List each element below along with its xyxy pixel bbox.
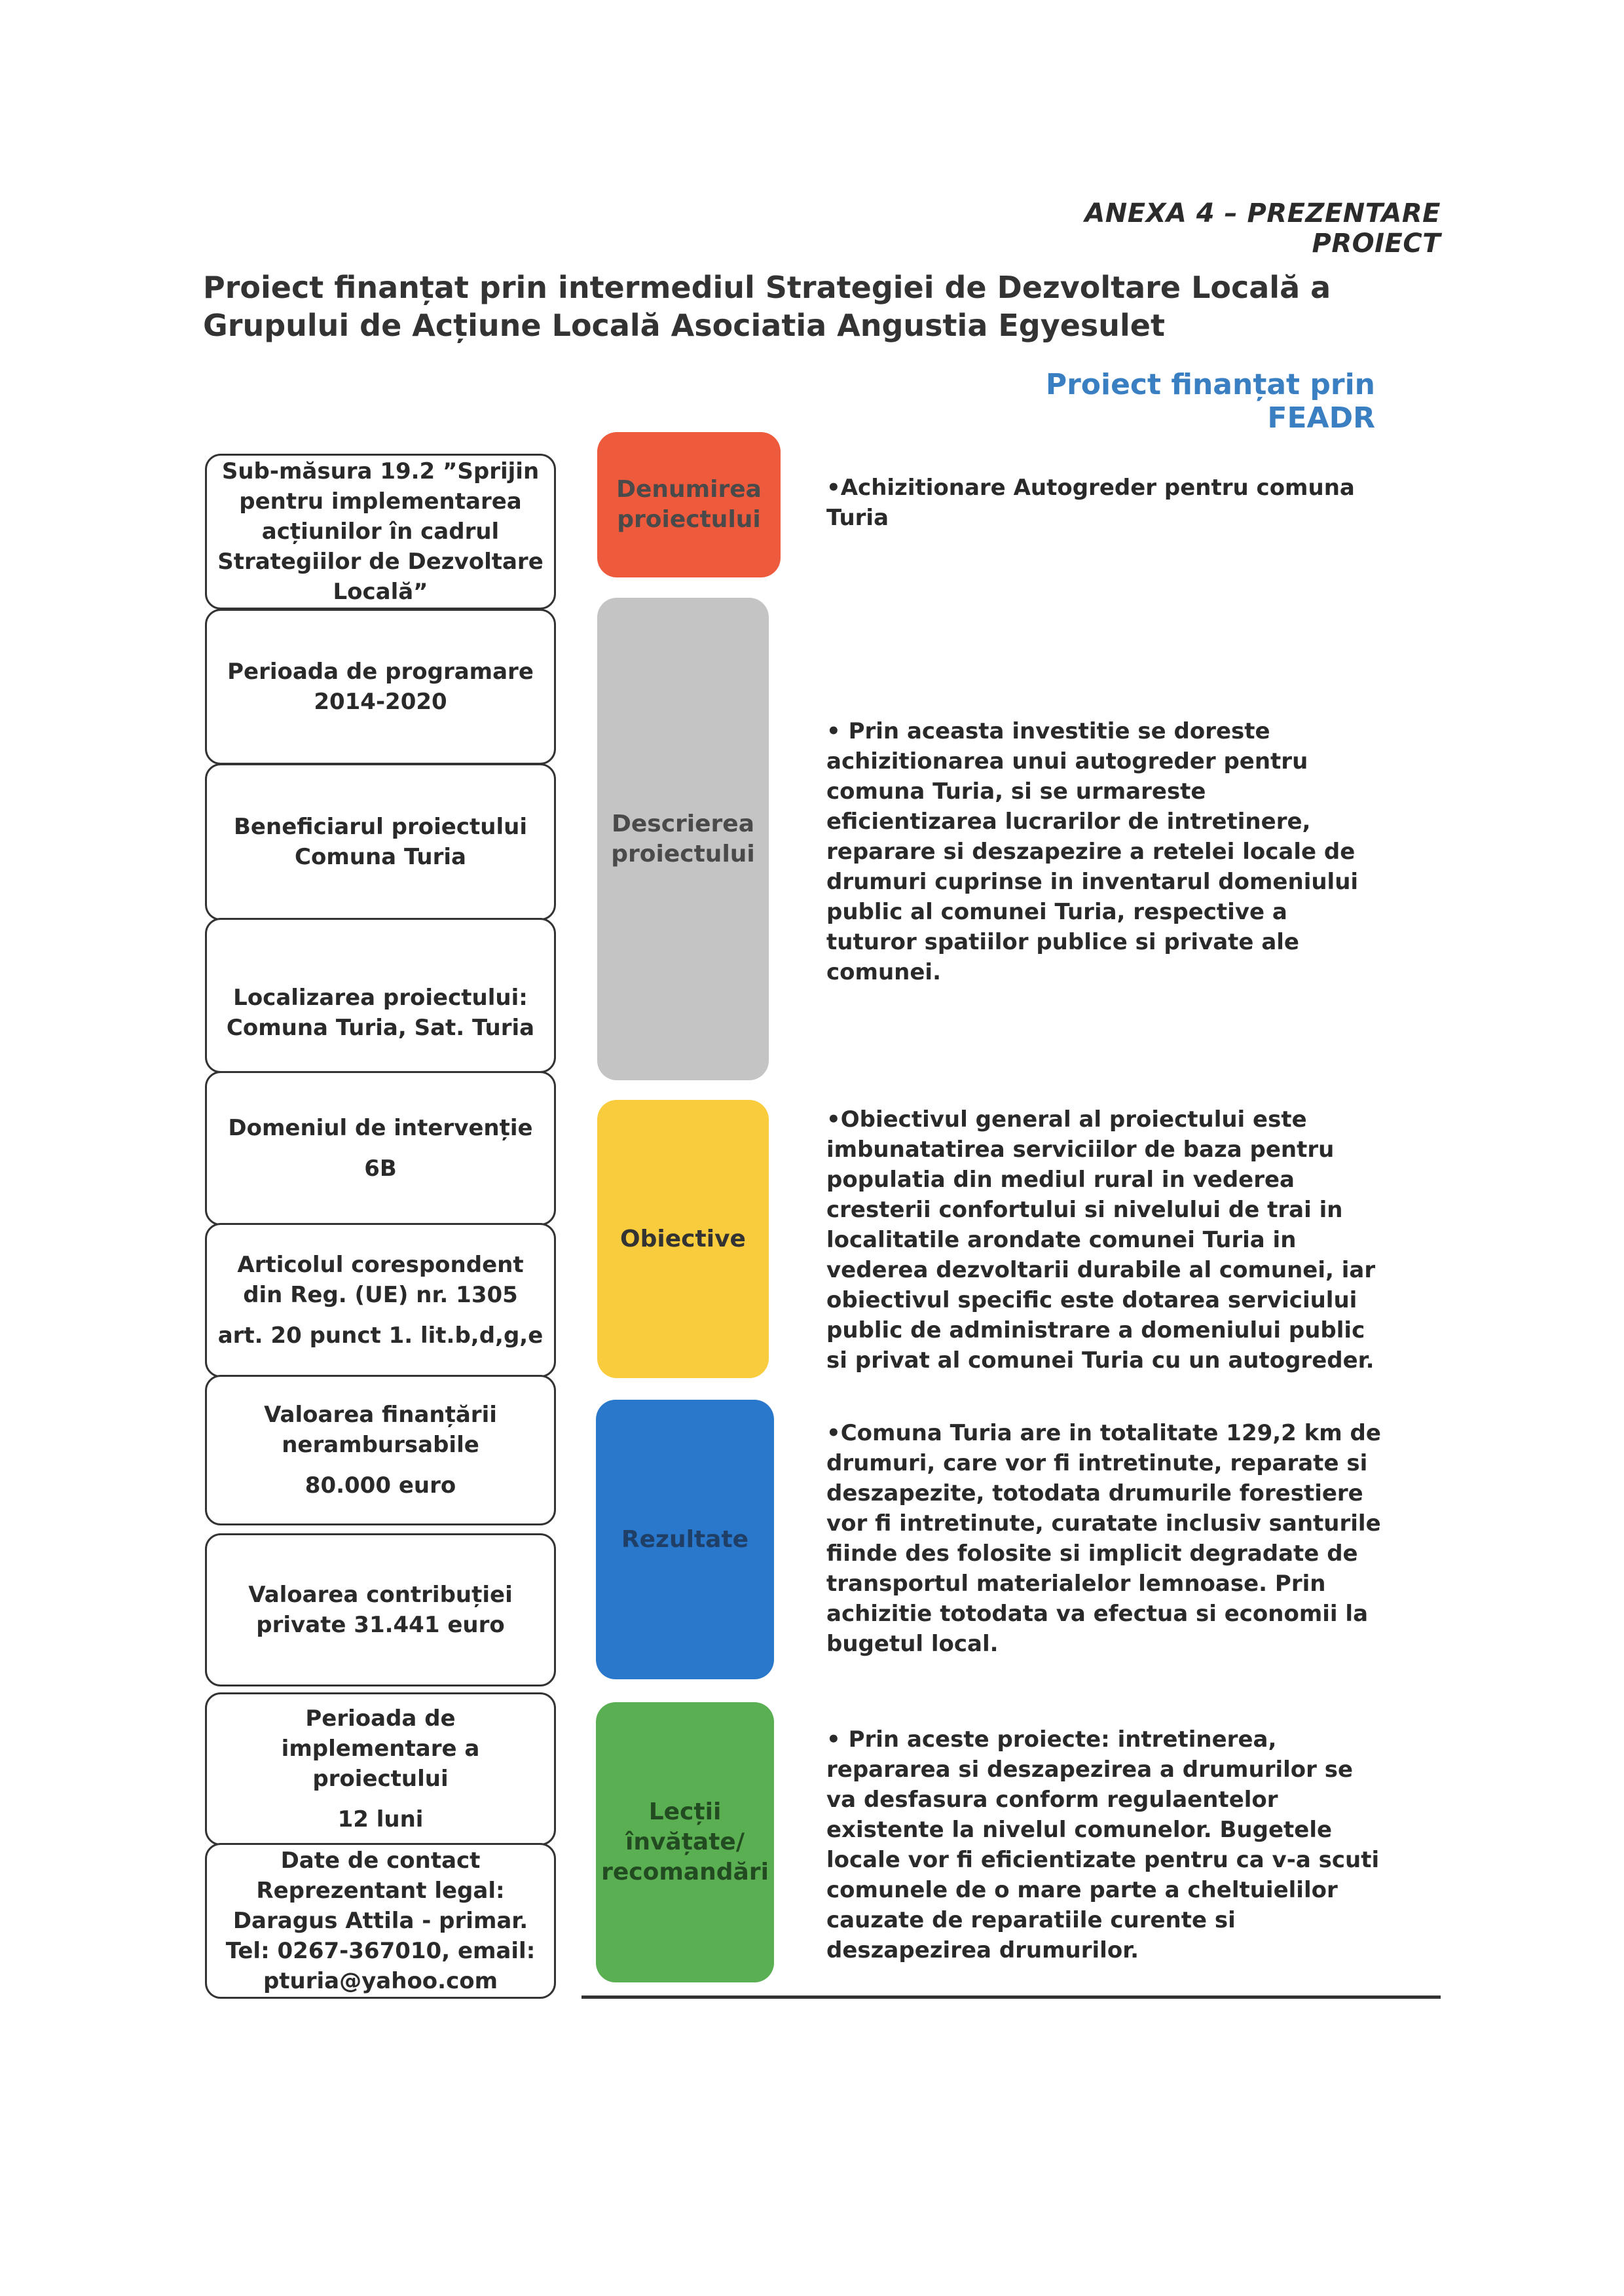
submasura-box: [205, 454, 556, 610]
valoare-finantare-label: Valoarea finanțării nerambursabile: [264, 1402, 497, 1458]
implementare-box: [205, 1692, 556, 1846]
denumire-description: •Achizitionare Autogreder pentru comuna Turia: [826, 475, 1355, 531]
denumire-pill: [597, 432, 781, 577]
implementare-label: Perioada de implementare a proiectului: [281, 1705, 480, 1792]
feadr-subtitle: Proiect finanțat prin FEADR: [1045, 368, 1375, 435]
contributie-text: Valoarea contribuției private 31.441 euro: [248, 1582, 513, 1638]
rezultate-pill: [596, 1400, 774, 1679]
annex-label: ANEXA 4 – PREZENTARE PROIECT: [1084, 198, 1441, 259]
articol-box: [205, 1223, 556, 1377]
perioada-programare-value: 2014-2020: [314, 689, 447, 715]
beneficiar-value: Comuna Turia: [295, 844, 466, 870]
lectii-description: • Prin aceste proiecte: intretinerea, repararea si deszapezirea a drumurilor se va desfasura conform regulaentelor existente la nivelul comunelor. Bugetele locale vor fi eficientizate pentru ca v-a scuti comunele de o mare parte a cheltuielilor cauzate de reparatiile curente si deszapezirea drumurilor.: [826, 1726, 1380, 1963]
obiective-pill-label: Obiective: [620, 1225, 746, 1252]
bottom-divider: [581, 1995, 1441, 1999]
perioada-programare-box: [205, 609, 556, 765]
contact-text: Date de contact Reprezentant legal: Daragus Attila - primar. Tel: 0267-367010, email: pturia@yahoo.com: [225, 1848, 536, 1994]
domeniu-label: Domeniul de intervenție: [228, 1115, 533, 1141]
beneficiar-label: Beneficiarul proiectului: [234, 814, 527, 840]
localizare-value: Comuna Turia, Sat. Turia: [226, 1014, 535, 1041]
descriere-pill-label: Descrierea proiectului: [611, 810, 755, 867]
page-title: Proiect finanțat prin intermediul Strategiei de Dezvoltare Locală a Grupului de Acțiune Locală Asociatia Angustia Egyesulet: [203, 270, 1331, 343]
obiective-pill: [597, 1100, 769, 1378]
perioada-programare-label: Perioada de programare: [227, 659, 534, 685]
lectii-pill: [596, 1702, 774, 1982]
denumire-pill-label: Denumirea proiectului: [616, 476, 762, 533]
localizare-label: Localizarea proiectului:: [233, 984, 528, 1011]
domeniu-value: 6B: [364, 1156, 397, 1182]
lectii-pill-label: Lecții învățate/ recomandări: [601, 1798, 769, 1886]
implementare-value: 12 luni: [337, 1806, 424, 1832]
contributie-box: [205, 1533, 556, 1686]
valoare-finantare-value: 80.000 euro: [304, 1472, 456, 1499]
articol-label: Articolul corespondent din Reg. (UE) nr. 1305: [237, 1252, 524, 1308]
beneficiar-box: [205, 763, 556, 920]
descriere-description: • Prin aceasta investitie se doreste achizitionarea unui autogreder pentru comuna Turia, si se urmareste eficientizarea lucrarilor de intretinere, reparare si deszapezire a retelei locale de drumuri cuprinse in inventarul domeniului public al comunei Turia, respective a tuturor spatiilor publice si private ale comunei.: [826, 718, 1359, 985]
articol-value: art. 20 punct 1. lit.b,d,g,e: [217, 1322, 544, 1349]
valoare-finantare-box: [205, 1375, 556, 1525]
rezultate-description: •Comuna Turia are in totalitate 129,2 km de drumuri, care vor fi intretinute, reparate si deszapezite, totodata drumurile forestiere vor fi intretinute, curatate inclusiv santurile fiinde des folosite si implicit degradate de transportul materialelor lemnoase. Prin achizitie totodata va efectua si economii la bugetul local.: [826, 1420, 1381, 1657]
descriere-pill: [597, 598, 769, 1080]
contact-box: [205, 1843, 556, 1999]
submasura-text: Sub-măsura 19.2 ”Sprijin pentru implementarea acțiunilor în cadrul Strategiilor de Dezvoltare Locală”: [217, 458, 544, 605]
rezultate-pill-label: Rezultate: [621, 1525, 749, 1553]
obiective-description: •Obiectivul general al proiectului este imbunatatirea serviciilor de baza pentru populatia din mediul rural in vederea cresterii confortului si nivelului de trai in localitatile arondate comunei Turia in vederea dezvoltarii durabile al comunei, iar obiectivul specific este dotarea serviciului public de administrare a domeniului public si privat al comunei Turia cu un autogreder.: [826, 1106, 1376, 1374]
domeniu-box: [205, 1071, 556, 1226]
localizare-box: [205, 918, 556, 1073]
